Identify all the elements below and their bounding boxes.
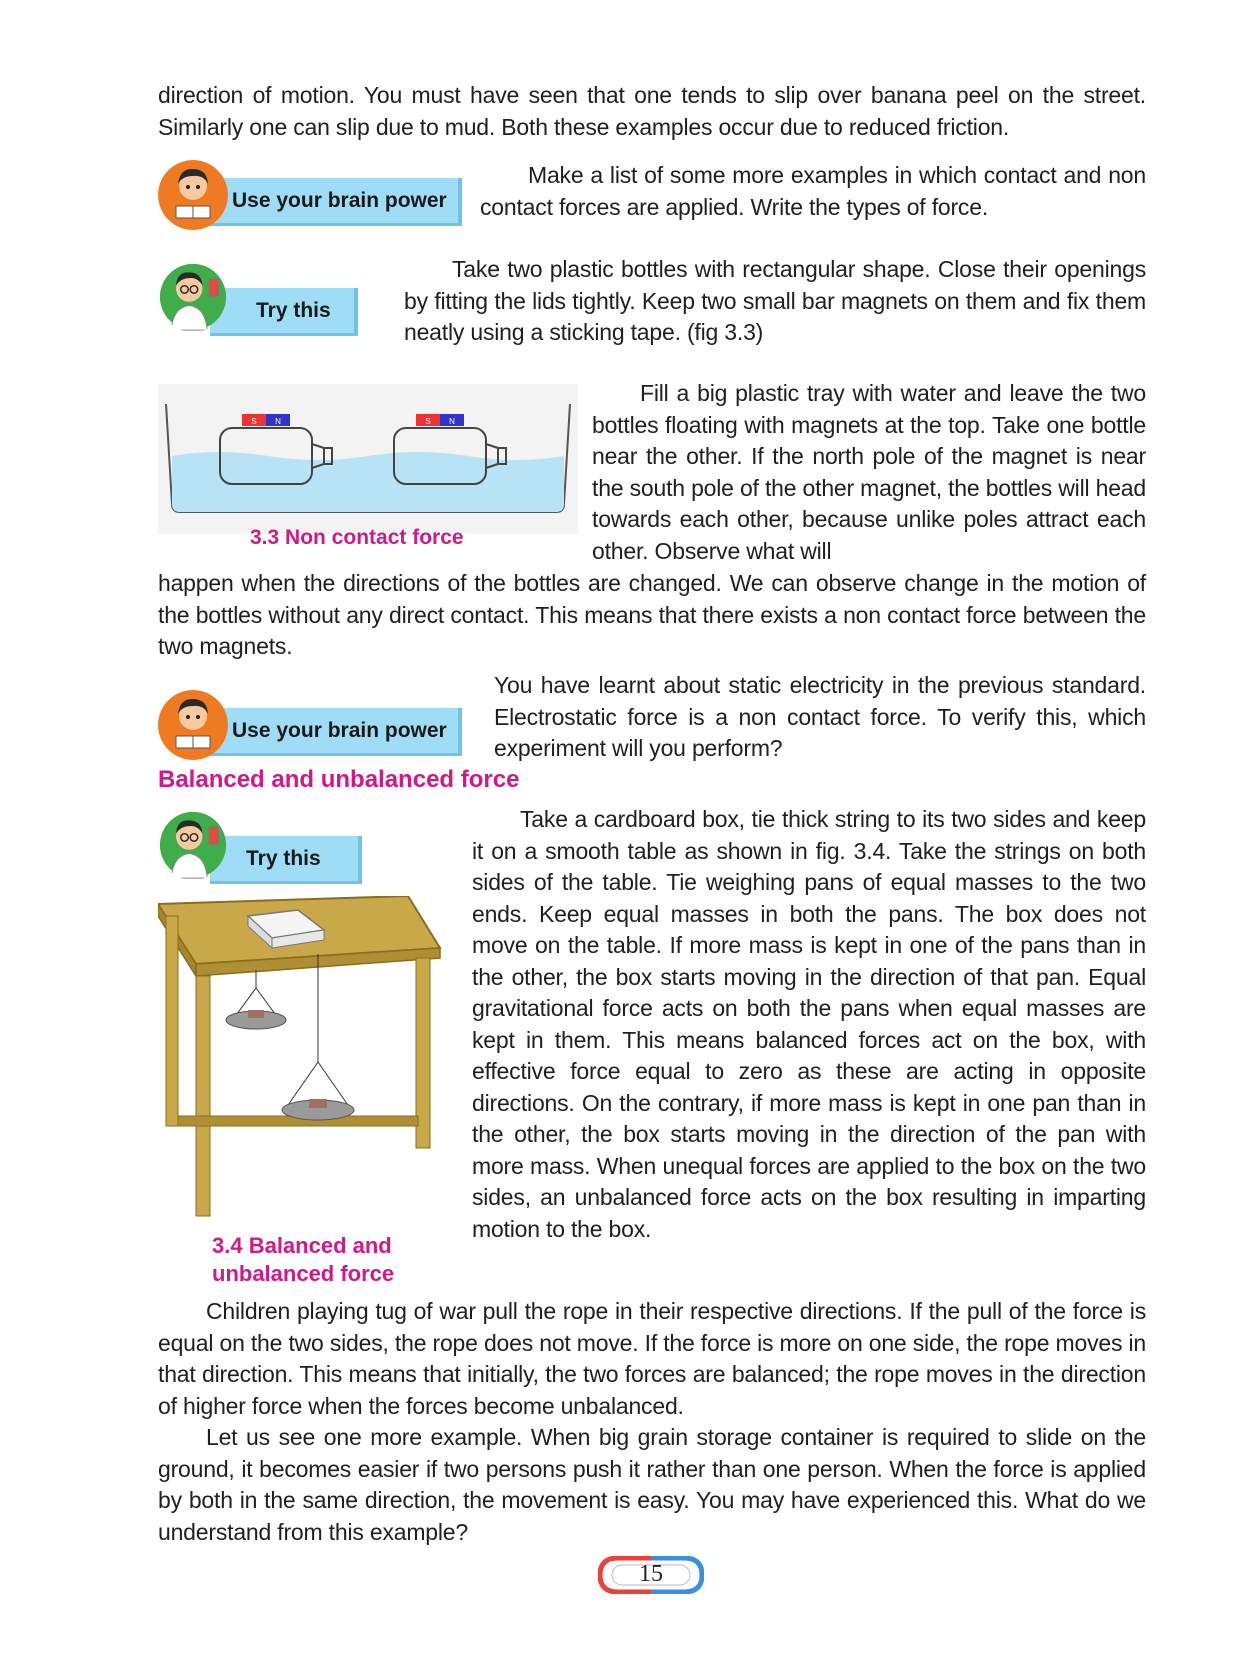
fig33-full-text: happen when the directions of the bottles are changed. We can observe change in the motion of the bottles without any direct contact. This means that there exists a non contact force between the two magnets. [158,570,1146,659]
figure-3-4-caption [212,1232,394,1288]
brain-power-badge [210,708,462,756]
floating-bottles-illustration [158,384,578,534]
balanced-force-table-illustration [158,896,446,1226]
try-this-badge [210,288,358,336]
try-this-label: Try this [246,846,321,870]
section-heading: Balanced and unbalanced force [158,766,520,793]
scientist-icon [158,262,228,332]
page-number-badge [598,1556,704,1594]
girl-thinking-icon [158,690,228,760]
girl-thinking-icon [158,160,228,230]
tug-of-war-paragraph: Children playing tug of war pull the rope in their respective directions. If the pull of the force is equal on the two sides, the rope does not move. If the force is more on one side, the rope moves in that direction. This means that initially, the two forces are balanced; the rope moves in the direction of higher force when the forces become unbalanced. [158,1298,1146,1419]
try-this-1-text: Take two plastic bottles with rectangular shape. Close their openings by fitting the lids tightly. Keep two small bar magnets on them and fix them neatly using a sticking tape. (fig 3.3) [404,256,1146,345]
south-pole-label: S [251,417,257,426]
figure-3-4-caption-line2: unbalanced force [212,1261,395,1286]
brain-power-2-text: You have learnt about static electricity in the previous standard. Electrostatic force is a non contact force. To verify this, which experiment will you perform? [494,672,1146,761]
intro-paragraph: direction of motion. You must have seen that one tends to slip over banana peel on the street. Similarly one can slip due to mud. Both these examples occur due to reduced friction. [158,82,1146,140]
south-pole-label: S [425,417,431,426]
try-this-badge [210,836,362,884]
try-this-label: Try this [256,298,331,322]
figure-3-3 [158,384,578,534]
figure-3-4-caption-line1: 3.4 Balanced and [212,1233,392,1258]
brain-power-label: Use your brain power [232,718,447,742]
north-pole-label: N [275,417,281,426]
fig33-side-text: Fill a big plastic tray with water and leave the two bottles floating with magnets at the top. Take one bottle near the other. If the north pole of the magnet is near the south pole of the other magnet, the bottles will head towards each other, because unlike poles attract each other. Observe what will [592,380,1146,564]
page-number: 15 [639,1561,663,1587]
brain-power-label: Use your brain power [232,188,447,212]
figure-3-3-caption: 3.3 Non contact force [250,526,464,549]
scientist-icon [158,810,228,880]
grain-container-paragraph: Let us see one more example. When big grain storage container is required to slide on the ground, it becomes easier if two persons push it rather than one person. When the force is applied by both in the same direction, the movement is easy. You may have experienced this. What do we understand from this example? [158,1424,1146,1545]
brain-power-badge [210,178,462,226]
north-pole-label: N [449,417,455,426]
try-this-2-text: Take a cardboard box, tie thick string to its two sides and keep it on a smooth table as shown in fig. 3.4. Take the strings on both sides of the table. Tie weighing pans of equal masses to the two ends. Keep equal masses in both the pans. The box does not move on the table. If more mass is kept in one of the pans than in the other, the box starts moving in the direction of that pan. Equal gravitational force acts on both the pans when equal masses are kept in them. This means balanced forces act on the box, with effective force equal to zero as these are acting in opposite directions. On the contrary, if more mass is kept in one pan than in the other, the box starts moving in the direction of the pan with more mass. When unequal forces are applied to the box on the two sides, an unbalanced force acts on the box resulting in imparting motion to the box. [472,806,1146,1242]
brain-power-1-text: Make a list of some more examples in which contact and non contact forces are applied. Write the types of force. [480,162,1146,220]
